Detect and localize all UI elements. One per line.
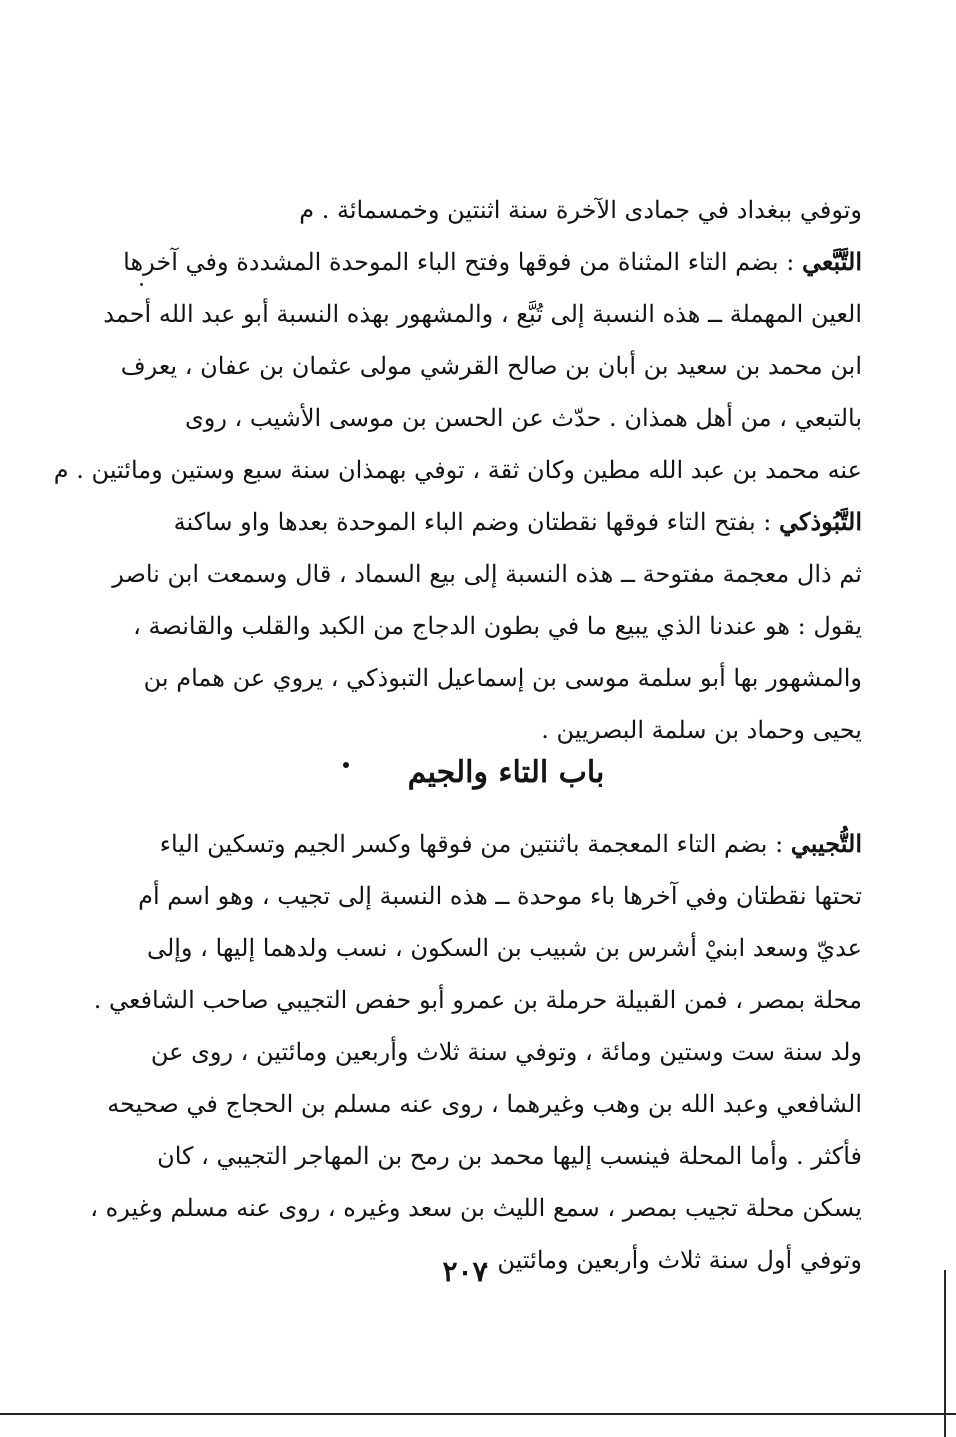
section-heading: باب التاء والجيم [407,755,605,790]
entry-head-tabudhaki: التَّبُوذكي [779,507,862,536]
text-line: بالتبعي ، من أهل همذان . حدّث عن الحسن بن موسى الأشيب ، روى [184,404,862,432]
text-line: ثم ذال معجمة مفتوحة ــ هذه النسبة إلى بيع السماد ، قال وسمعت ابن ناصر [112,560,862,588]
text-line: الشافعي وعبد الله بن وهب وغيرهما ، روى عنه مسلم بن الحجاج في صحيحه [107,1090,862,1118]
entry-tabudhaki-line-1 [150,496,862,548]
bottom-text-block [90,818,862,1286]
text-line: ولد سنة ست وستين ومائة ، وتوفي سنة ثلاث وأربعين ومائتين ، روى عن [150,1038,862,1066]
entry-tujibi-line-1 [150,818,862,870]
text-line: يقول : هو عندنا الذي يبيع ما في بطون الدجاج من الكبد والقلب والقانصة ، [133,612,862,640]
text-line: يسكن محلة تجيب بمصر ، سمع الليث بن سعد وغيره ، روى عنه مسلم وغيره ، [90,1194,862,1222]
entry-text: : بفتح التاء فوقها نقطتان وضم الباء الموحدة بعدها واو ساكنة [173,508,780,536]
stray-ink-mark [140,283,143,286]
heading-ornament-dot [343,762,349,768]
text-line: والمشهور بها أبو سلمة موسى بن إسماعيل التبوذكي ، يروي عن همام بن [143,664,862,692]
scan-edge-line [0,1413,956,1415]
page-number: ٢٠٧ [442,1255,488,1288]
entry-tabbai-line-1 [123,236,862,288]
entry-text: : بضم التاء المثناة من فوقها وفتح الباء الموحدة المشددة وفي آخرها [123,248,802,276]
entry-text: : بضم التاء المعجمة باثنتين من فوقها وكسر الجيم وتسكين الياء [159,830,791,858]
text-line: محلة بمصر ، فمن القبيلة حرملة بن عمرو أبو حفص التجيبي صاحب الشافعي . [93,986,862,1014]
top-text-block [53,184,862,756]
text-line: تحتها نقطتان وفي آخرها باء موحدة ــ هذه النسبة إلى تجيب ، وهو اسم أم [138,882,862,910]
entry-head-tujibi: التُّجيبي [790,829,862,858]
text-line: عديّ وسعد ابنيْ أشرس بن شبيب بن السكون ، نسب ولدهما إليها ، وإلى [146,934,862,962]
text-line: يحيى وحماد بن سلمة البصريين . [541,716,862,744]
text-line: وتوفي أول سنة ثلاث وأربعين ومائتين . [482,1246,862,1274]
text-line: وتوفي ببغداد في جمادى الآخرة سنة اثنتين وخمسمائة . م [299,196,862,224]
text-line: ابن محمد بن سعيد بن أبان بن صالح القرشي مولى عثمان بن عفان ، يعرف [120,352,862,380]
text-line: عنه محمد بن عبد الله مطين وكان ثقة ، توفي بهمذان سنة سبع وستين ومائتين . م [53,456,862,484]
entry-head-tabbai: التَّبَّعي [801,247,862,276]
scan-edge-vertical [944,1270,946,1437]
text-line: العين المهملة ــ هذه النسبة إلى تُبَّع ، والمشهور بهذه النسبة أبو عبد الله أحمد [103,300,862,328]
text-line: فأكثر . وأما المحلة فينسب إليها محمد بن رمح بن المهاجر التجيبي ، كان [157,1142,862,1170]
